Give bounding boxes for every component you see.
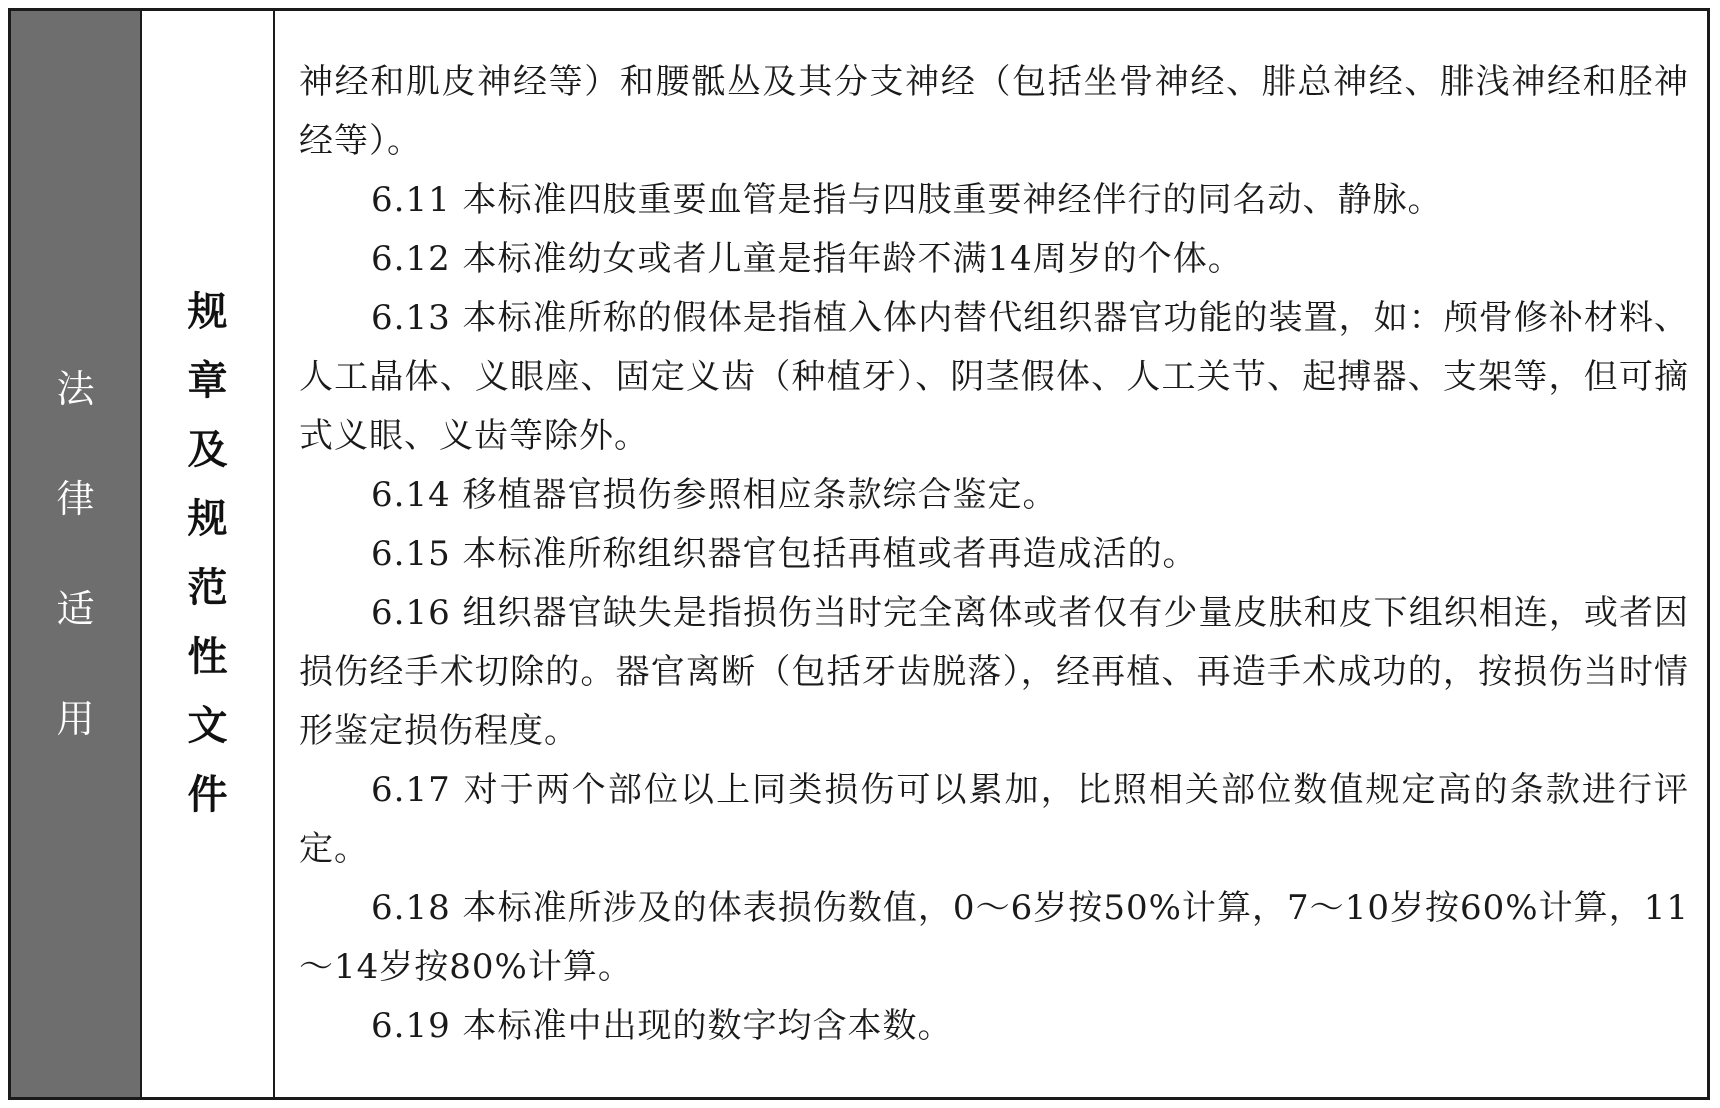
category-char: 适: [56, 587, 95, 631]
subcategory-char: 件: [187, 772, 228, 818]
subcategory-char: 及: [187, 427, 228, 473]
content-column: [275, 11, 1707, 1097]
paragraph: 6.16 组织器官缺失是指损伤当时完全离体或者仅有少量皮肤和皮下组织相连，或者因损伤经手术切除的。器官离断（包括牙齿脱落），经再植、再造手术成功的，按损伤当时情形鉴定损伤程度。: [299, 593, 1689, 751]
subcategory-char: 规: [187, 289, 228, 335]
document-table: [8, 8, 1710, 1100]
paragraph: 6.11 本标准四肢重要血管是指与四肢重要神经伴行的同名动、静脉。: [371, 180, 1443, 220]
paragraph: 6.12 本标准幼女或者儿童是指年龄不满14周岁的个体。: [371, 239, 1243, 279]
category-column: [11, 11, 142, 1097]
subcategory-char: 章: [187, 358, 228, 404]
paragraph: 6.18 本标准所涉及的体表损伤数值，0～6岁按50%计算，7～10岁按60%计算，11～14岁按80%计算。: [299, 888, 1689, 987]
paragraph: 6.15 本标准所称组织器官包括再植或者再造成活的。: [371, 534, 1198, 574]
paragraph: 6.19 本标准中出现的数字均含本数。: [371, 1006, 953, 1046]
subcategory-char: 性: [187, 634, 228, 680]
subcategory-char: 规: [187, 496, 228, 542]
category-char: 法: [56, 367, 95, 411]
paragraph: 6.14 移植器官损伤参照相应条款综合鉴定。: [371, 475, 1058, 515]
category-char: 用: [56, 697, 95, 741]
category-char: 律: [56, 477, 95, 521]
subcategory-char: 范: [187, 565, 228, 611]
subcategory-column: [142, 11, 275, 1097]
paragraph: 6.13 本标准所称的假体是指植入体内替代组织器官功能的装置，如：颅骨修补材料、人工晶体、义眼座、固定义齿（种植牙）、阴茎假体、人工关节、起搏器、支架等，但可摘式义眼、义齿等除外。: [299, 298, 1689, 456]
subcategory-char: 文: [187, 703, 228, 749]
paragraph: 神经和肌皮神经等）和腰骶丛及其分支神经（包括坐骨神经、腓总神经、腓浅神经和胫神经等）。: [299, 62, 1689, 161]
paragraph: 6.17 对于两个部位以上同类损伤可以累加，比照相关部位数值规定高的条款进行评定。: [299, 770, 1689, 869]
